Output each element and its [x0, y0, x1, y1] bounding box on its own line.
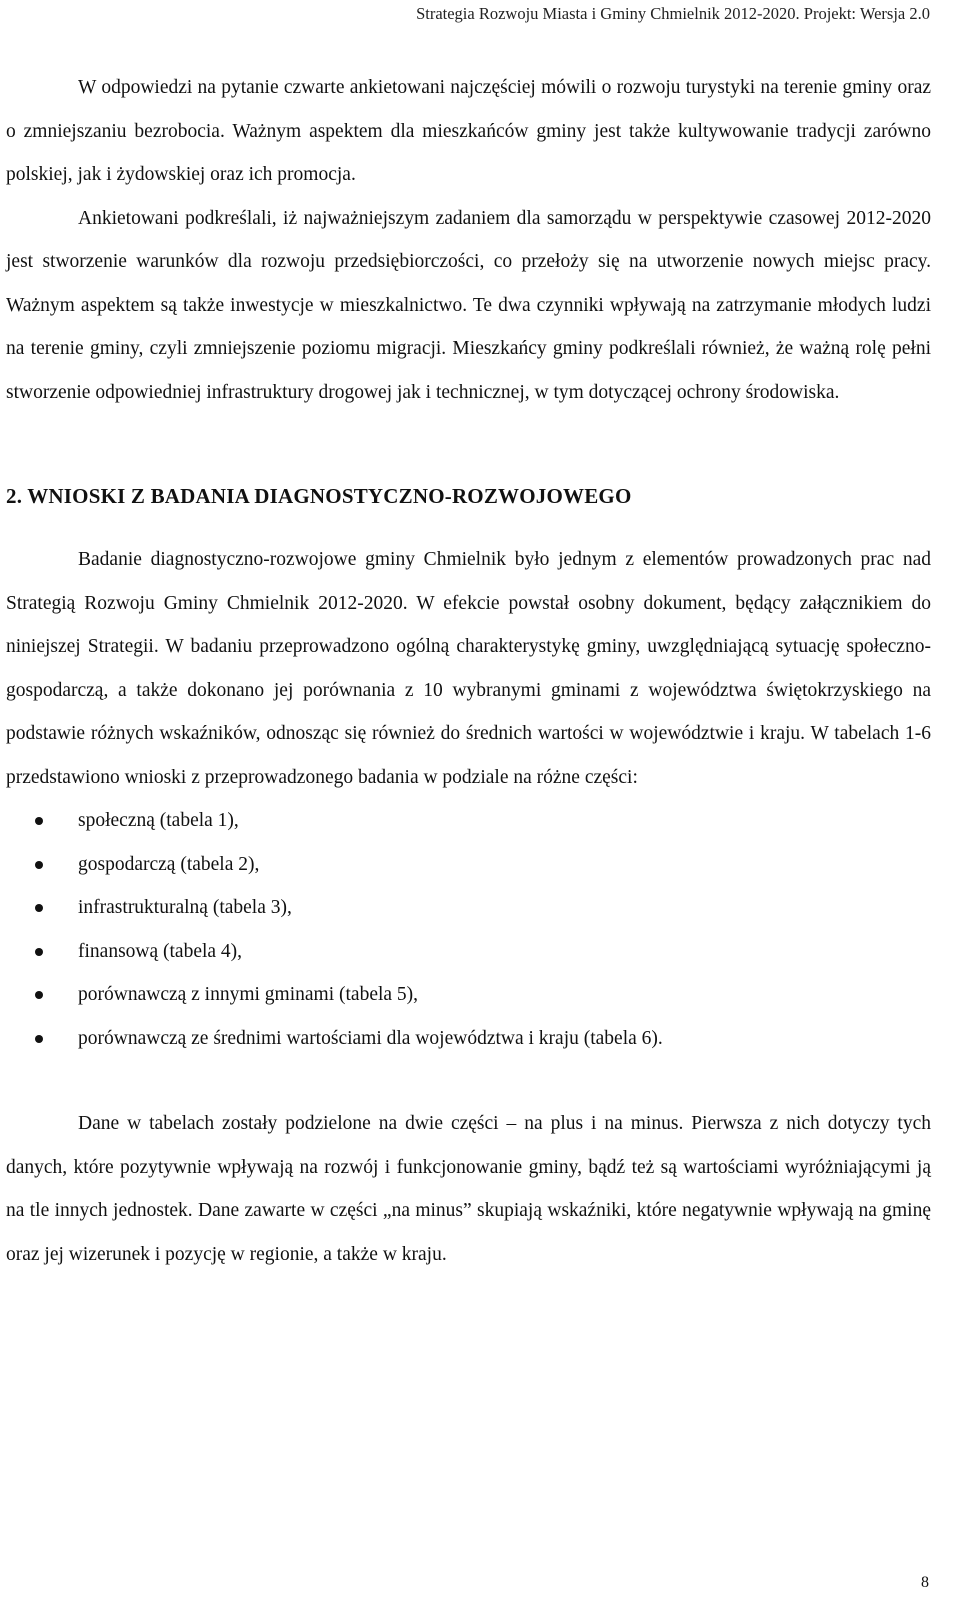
list-item [6, 1017, 931, 1061]
paragraph-respondents-priorities: Ankietowani podkreślali, iż najważniejszym zadaniem dla samorządu w perspektywie czasowej 2012-2020 jest stworzenie warunków dla rozwoju przedsiębiorczości, co przełoży się na utworzenie nowych miejsc pracy. Ważnym aspektem są także inwestycje w mieszkalnictwo. Te dwa czynniki wpływają na zatrzymanie młodych ludzi na terenie gminy, czyli zmniejszenie poziomu migracji. Mieszkańcy gminy podkreślali również, że ważną rolę pełni stworzenie odpowiedniej infrastruktury drogowej jak i technicznej, w tym dotyczącej ochrony środowiska. [6, 207, 931, 403]
section-heading: 2. WNIOSKI Z BADANIA DIAGNOSTYCZNO-ROZWOJOWEGO [6, 484, 632, 508]
running-header: Strategia Rozwoju Miasta i Gminy Chmielnik 2012-2020. Projekt: Wersja 2.0 [416, 4, 930, 23]
bullet-dot-icon [35, 1035, 43, 1043]
list-item-text: porównawczą ze średnimi wartościami dla województwa i kraju (tabela 6). [78, 1027, 663, 1049]
list-item-text: społeczną (tabela 1), [78, 810, 239, 831]
paragraph-survey-answers: W odpowiedzi na pytanie czwarte ankietowani najczęściej mówili o rozwoju turystyki na terenie gminy oraz o zmniejszaniu bezrobocia. Ważnym aspektem dla mieszkańców gminy jest także kultywowanie tradycji zarówno polskiej, jak i żydowskiej oraz ich promocja. [6, 77, 931, 185]
bullet-dot-icon [35, 817, 43, 825]
list-item [6, 930, 931, 974]
list-item [6, 843, 931, 887]
paragraph-tables-division: Dane w tabelach zostały podzielone na dwie części – na plus i na minus. Pierwsza z nich dotyczy tych danych, które pozytywnie wpływają na rozwój i funkcjonowanie gminy, bądź też są wartościami wyróżniającymi ją na tle innych jednostek. Dane zawarte w części „na minus” skupiają wskaźniki, które negatywnie wpływają na gminę oraz jej wizerunek i pozycję w regionie, a także w kraju. [6, 1113, 931, 1265]
page-number: 8 [921, 1574, 929, 1591]
bullet-dot-icon [35, 991, 43, 999]
list-item-text: finansową (tabela 4), [78, 940, 243, 962]
list-item [6, 973, 931, 1017]
paragraph-diagnostic-study: Badanie diagnostyczno-rozwojowe gminy Chmielnik było jednym z elementów prowadzonych prac nad Strategią Rozwoju Gminy Chmielnik 2012-2020. W efekcie powstał osobny dokument, będący załącznikiem do niniejszej Strategii. W badaniu przeprowadzono ogólną charakterystykę gminy, uwzględniającą sytuację społeczno-gospodarczą, a także dokonano jej porównania z 10 wybranymi gminami z województwa świętokrzyskiego na podstawie różnych wskaźników, odnosząc się również do średnich wartości w województwie i kraju. W tabelach 1-6 przedstawiono wnioski z przeprowadzonego badania w podziale na różne części: [6, 549, 931, 788]
spacer [6, 1060, 931, 1102]
bullet-dot-icon [35, 861, 43, 869]
list-item [6, 799, 931, 843]
body-text [6, 66, 931, 1276]
list-item-text: infrastrukturalną (tabela 3), [78, 897, 292, 918]
bullet-dot-icon [35, 904, 43, 912]
bullet-dot-icon [35, 948, 43, 956]
list-item-text: porównawczą z innymi gminami (tabela 5), [78, 984, 419, 1005]
parts-list [6, 799, 931, 1060]
list-item-text: gospodarczą (tabela 2), [78, 853, 260, 875]
list-item [6, 886, 931, 930]
